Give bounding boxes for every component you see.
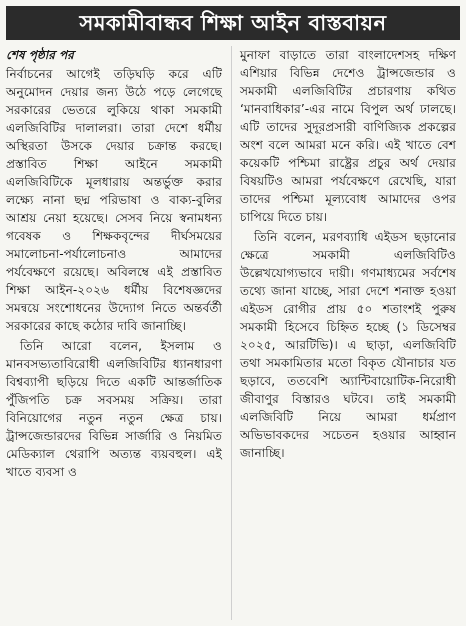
right-column <box>240 46 456 464</box>
headline: সমকামীবান্ধব শিক্ষা আইন বাস্তবায়ন <box>6 6 460 40</box>
continued-from-label: শেষ পৃষ্ঠার পর <box>6 48 74 62</box>
paragraph: মুনাফা বাড়াতে তারা বাংলাদেশসহ দক্ষিণ এশিয়ার বিভিন্ন দেশেও ট্রান্সজেন্ডার ও সমকামী এলজিবিটির প্রচারণায় কথিত ‘মানবাধিকার’-এর নামে বিপুল অর্থ ঢালছে। এটি তাদের সুদূরপ্রসারী বাণিজ্যিক প্রকল্পের অংশ বলে আমরা মনে করি। এই খাতে বেশ কয়েকটি পশ্চিমা রাষ্ট্রের প্রচুর অর্থ দেয়ার বিষয়টিও আমরা পর্যবেক্ষণে রেখেছি, যারা তাদের পশ্চিমা মূল্যবোধ আমাদের ওপর চাপিয়ে দিতে চায়। <box>240 48 456 224</box>
paragraph: তিনি আরো বলেন, ইসলাম ও মানবসভ্যতাবিরোধী এলজিবিটির ধ্যানধারণা বিশ্বব্যাপী ছড়িয়ে দিতে একটি আন্তর্জাতিক পুঁজিপতি চক্র সবসময় সক্রিয়। তারা বিনিয়োগের নতুন নতুন ক্ষেত্র চায়। ট্রান্সজেন্ডারদের বিভিন্ন সার্জারি ও নিয়মিত মেডিক্যাল থেরাপি অত্যন্ত ব্যয়বহুল। এই খাতে ব্যবসা ও <box>6 339 222 479</box>
paragraph: নির্বাচনের আগেই তড়িঘড়ি করে এটি অনুমোদন দেয়ার জন্য উঠে পড়ে লেগেছে সরকারের ভেতরে লুকিয়ে থাকা সমকামী এলজিবিটির দালালরা। তারা দেশে ধর্মীয় অস্থিরতা উসকে দেয়ার চক্রান্ত করছে। প্রস্তাবিত শিক্ষা আইনে সমকামী এলজিবিটিকে মূলধারায় অন্তর্ভুক্ত করার লক্ষ্যে নানা ছদ্ম পরিভাষা ও বাক্য-বুলির আশ্রয় নেয়া হয়েছে। সেসব নিয়ে স্বনামধন্য গবেষক ও শিক্ষকবৃন্দের দীর্ঘসময়ের সমালোচনা-পর্যালোচনাও আমাদের পর্যবেক্ষণে রয়েছে। অবিলম্বে এই প্রস্তাবিত শিক্ষা আইন-২০২৬ ধর্মীয় বিশেষজ্ঞদের সমন্বয়ে সংশোধনের উদ্যোগ নিতে অন্তর্বর্তী সরকারের কাছে কঠোর দাবি জানাচ্ছি। <box>6 67 222 333</box>
paragraph: তিনি বলেন, মরণব্যাধি এইডস ছড়ানোর ক্ষেত্রে সমকামী এলজিবিটিও উল্লেখযোগ্যভাবে দায়ী। গণমাধ্যমের সর্বশেষ তথ্যে জানা যাচ্ছে, সারা দেশে শনাক্ত হওয়া এইডস রোগীর প্রায় ৫০ শতাংশই পুরুষ সমকামী হিসেবে চিহ্নিত হচ্ছে (১ ডিসেম্বর ২০২৫, আরটিভি)। এ ছাড়া, এলজিবিটি তথা সমকামিতার মতো বিকৃত যৌনাচার যত ছড়াবে, ততবেশি অ্যান্টিবায়োটিক-নিরোধী জীবাণুর বিস্তারও ঘটবে। তাই সমকামী এলজিবিটি নিয়ে আমরা ধর্মপ্রাণ অভিভাবকদের সচেতন হওয়ার আহ্বান জানাচ্ছি। <box>240 230 456 460</box>
column-divider <box>231 46 232 620</box>
left-column <box>6 46 222 483</box>
